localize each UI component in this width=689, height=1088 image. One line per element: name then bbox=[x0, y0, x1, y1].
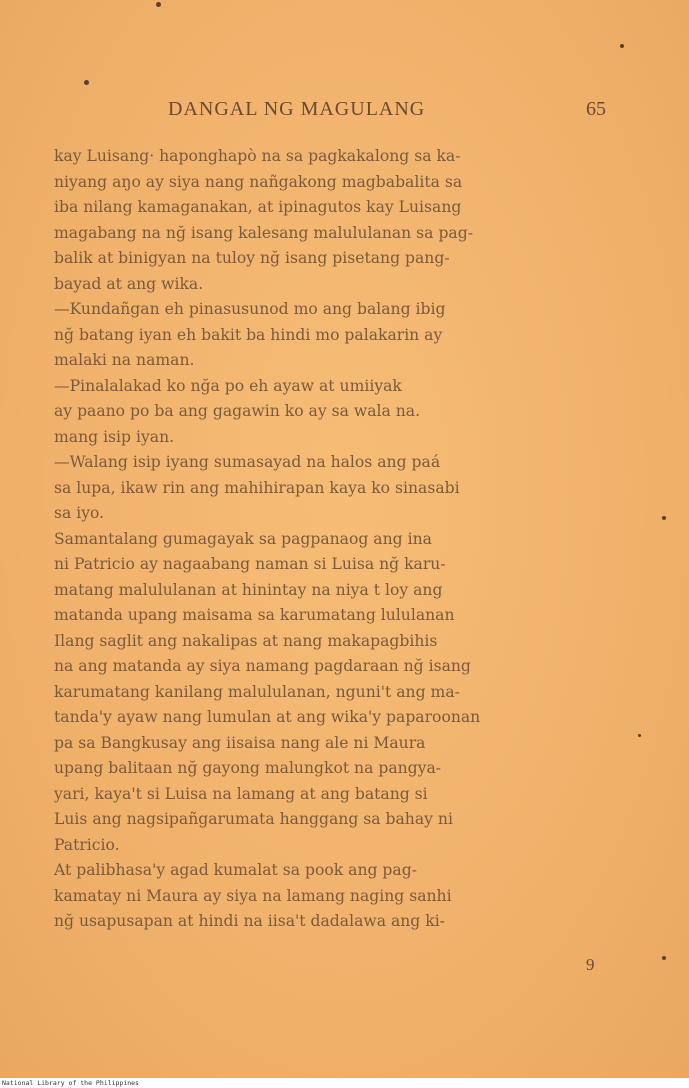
text-line: sa iyo. bbox=[54, 504, 105, 522]
text-line: malaki na naman. bbox=[54, 351, 195, 369]
body-text bbox=[54, 144, 612, 935]
ink-speck bbox=[662, 956, 666, 960]
text-line: mang isip iyan. bbox=[54, 427, 175, 446]
text-line: kay Luisang· haponghapò na sa pagkakalong sa ka- bbox=[54, 147, 461, 165]
text-line: —Walang isip iyang sumasayad na halos ang paá bbox=[54, 453, 441, 471]
ink-speck bbox=[638, 734, 641, 737]
text-line: karumatang kanilang malululanan, nguni't ang ma- bbox=[54, 682, 460, 701]
text-line: na ang matanda ay siya namang pagdaraan nğ isang bbox=[54, 657, 471, 675]
text-line: matang malululanan at hinintay na niya t loy ang bbox=[54, 580, 443, 599]
text-line: yari, kaya't si Luisa na lamang at ang batang si bbox=[54, 784, 428, 803]
text-line: bayad at ang wika. bbox=[54, 274, 204, 293]
footer-credit: National Library of the Philippines bbox=[2, 1079, 139, 1087]
ink-speck bbox=[662, 516, 666, 520]
text-line: matanda upang maisama sa karumatang lululanan bbox=[54, 606, 455, 624]
text-line: nğ usapusapan at hindi na iisa't dadalawa ang ki- bbox=[54, 912, 445, 930]
text-line: kamatay ni Maura ay siya na lamang naging sanhi bbox=[54, 886, 452, 905]
text-line: ni Patricio ay nagaabang naman si Luisa nğ karu- bbox=[54, 555, 446, 573]
text-line: sa lupa, ikaw rin ang mahihirapan kaya ko sinasabi bbox=[54, 478, 460, 497]
running-title: DANGAL NG MAGULANG bbox=[168, 98, 426, 120]
text-line: pa sa Bangkusay ang iisaisa nang ale ni Maura bbox=[54, 733, 426, 752]
text-line: —Kundañgan eh pinasusunod mo ang balang ibig bbox=[54, 300, 446, 318]
text-line: balik at binigyan na tuloy nğ isang pisetang pang- bbox=[54, 249, 450, 267]
text-line: tanda'y ayaw nang lumulan at ang wika'y paparoonan bbox=[54, 708, 481, 726]
signature-mark: 9 bbox=[586, 955, 595, 974]
text-line: Patricio. bbox=[54, 835, 120, 854]
ink-speck bbox=[84, 80, 89, 85]
text-line: —Pinalalakad ko nğa po eh ayaw at umiiyak bbox=[54, 376, 402, 395]
text-line: magabang na nğ isang kalesang malululanan sa pag- bbox=[54, 223, 473, 242]
text-line: upang balitaan nğ gayong malungkot na pangya- bbox=[54, 759, 442, 777]
text-line: Samantalang gumagayak sa pagpanaog ang ina bbox=[54, 529, 432, 548]
text-line: Luis ang nagsipañgarumata hanggang sa bahay ni bbox=[54, 810, 453, 828]
page-number: 65 bbox=[586, 98, 606, 120]
text-line: niyang aŋo ay siya nang nañgakong magbabalita sa bbox=[54, 172, 463, 191]
ink-speck bbox=[156, 2, 161, 7]
text-line: nğ batang iyan eh bakit ba hindi mo palakarin ay bbox=[54, 325, 443, 344]
ink-speck bbox=[620, 44, 624, 48]
text-line: At palibhasa'y agad kumalat sa pook ang pag- bbox=[54, 861, 417, 879]
text-line: Ilang saglit ang nakalipas at nang makapagbihis bbox=[54, 631, 438, 650]
text-line: iba nilang kamaganakan, at ipinagutos kay Luisang bbox=[54, 198, 462, 216]
text-line: ay paano po ba ang gagawin ko ay sa wala na. bbox=[54, 402, 421, 420]
